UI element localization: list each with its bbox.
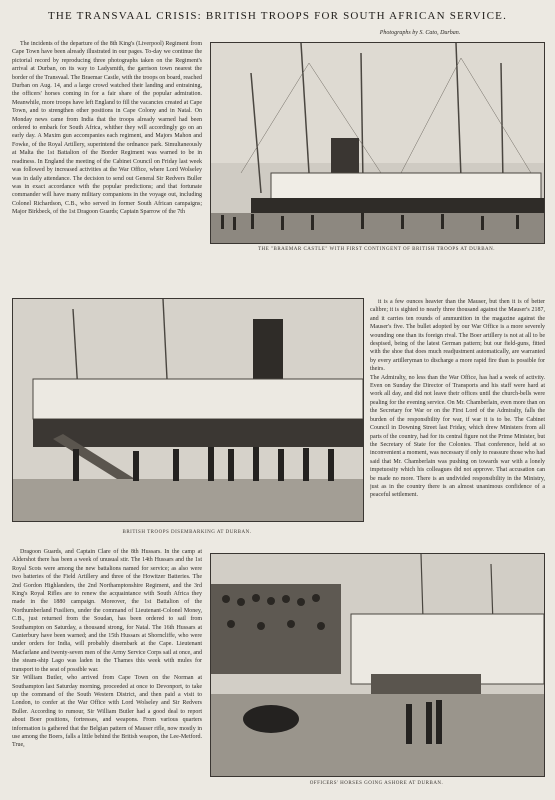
photo-troops-disembarking-image bbox=[13, 299, 363, 521]
photo-troops-disembarking bbox=[12, 298, 364, 522]
photo-braemar-castle bbox=[210, 42, 545, 244]
caption-photo-3: OFFICERS' HORSES GOING ASHORE AT DURBAN. bbox=[309, 781, 444, 786]
article-paragraph: The incidents of the departure of the 8th King's (Liverpool) Regiment from Cape Town have been already illustrated in our pages. To-day we continue the pictorial record by reproducing three photographs taken on the Regiment's arrival at Durban, on its way to Ladysmith, the garrison town nearest the border of the Transvaal. The Braemar Castle, with the troops on board, reached Durban on Aug. 14, and a large crowd watched their landing and entraining, the officers' horses coming in for a fair share of the popular admiration. Meanwhile, more troops have left England to fill the vacancies created at Cape Town, and to strengthen other positions in Cape Colony and in Natal. On Monday news came from India that the troops already warned had been ordered to embark for South Africa, whither they will accordingly go on an early day. A Maxim gun accompanies each regiment, and Majors Mahon and Fowke, of the Royal Artillery, superintend the ordnance park. Simultaneously at Malta the 1st Battalion of the Border Regiment was warned to be in readiness. In England the meeting of the Cabinet Council on Friday last week was followed by increased activities at the War Office, where Lord Wolseley was in daily attendance. The decision to send out General Sir Redvers Buller was in exact accordance with the popular predictions; and that fortunate commander will have many military companions in the voyage out, including Colonel Richardson, C.B., who served in former South African campaigns; Major Birkbeck, of the 1st Dragoon Guards; Captain Sparrow of the 7th bbox=[12, 41, 202, 216]
article-column-1 bbox=[12, 40, 202, 292]
photo-officers-horses-image bbox=[211, 554, 544, 776]
photo-officers-horses bbox=[210, 553, 545, 777]
article-paragraph: Dragoon Guards, and Captain Clare of the 8th Hussars. In the camp at Aldershot there has been a week of unusual stir. The 14th Hussars and the 1st Royal Scots were among the new battalions named for service; as also were two batteries of the Field Artillery and three of the Howitzer Batteries. The 2nd Gordon Highlanders, the 2nd Northamptonshire Regiment, and the 3rd King's Royal Rifles are to renew the acquaintance with South Africa they made in the 1880 campaign. Moreover, the 1st Battalion of the Northumberland Fusiliers, under the command of Lieutenant-Colonel Money, C.B., just returned from the Soudan, has been ordered to sail from Southampton on Saturday, a thousand strong, for Natal. The 16th Hussars at Canterbury have been warned; and the 15th Hussars at Shorncliffe, who were under orders for India, will probably disembark at the Cape. Lieutenant Macfarlane and twenty-seven men of the Army Service Corps sail at once, and the steam-ship Lago was laden in the Thames this week with mules for transport to the seat of possible war. Sir William Butler, who arrived from Cape Town on the Norman at Southampton last Saturday morning, proceeded at once to Devonport, to take up the command of the South Western District, and then paid a visit to London, to confer at the War Office with Lord Wolseley and Sir Redvers Buller. According to rumour, Sir William Butler had a good deal to report about Boer positions, fortresses, and weapons. From various quarters information is gathered that the Belgian pattern of Mauser rifle, now mostly in use among the Boers, falls a little behind the British weapon, the Lee-Metford. True, bbox=[12, 549, 202, 749]
article-column-2 bbox=[370, 298, 545, 524]
caption-photo-1: THE "BRAEMAR CASTLE" WITH FIRST CONTINGENT OF BRITISH TROOPS AT DURBAN. bbox=[257, 247, 496, 252]
caption-photo-2: BRITISH TROOPS DISEMBARKING AT DURBAN. bbox=[122, 530, 252, 535]
page-headline: THE TRANSVAAL CRISIS: BRITISH TROOPS FOR SOUTH AFRICAN SERVICE. bbox=[47, 10, 508, 22]
article-paragraph: it is a few ounces heavier than the Mauser, but then it is of better calibre; it is sighted to nearly three thousand against the Mauser's 2187, and it carries ten rounds of ammunition in the magazine against the Mauser's five. The bullet adopted by our War Office is a more severely wounding one than its foreign rival. The Boer artillery is not at all to be despised, being of the latest German pattern; but our field-guns, fitted with the shoe that does much readjustment automatically, are warranted by every artilleryman to discharge a more rapid fire than is possible for theirs. The Admiralty, no less than the War Office, has had a week of activity. Even on Sunday the Director of Transports and his staff were hard at work all day, and did not leave their offices until the church-bells were pealing for the evening service. On Mr. Chamberlain, even more than on the Secretary for War or on the First Lord of the Admiralty, falls the burden of the responsibility for war, if war it is to be. The Cabinet Council in Downing Street last Friday, which drew Ministers from all parts of the country, had for its central figure not the Prime Minister, but the Secretary of State for the Colonies. That conference, held at so inconvenient a moment, was necessary if only to reassure those who had said that Mr. Chamberlain was pushing on towards war with a lonely impetuosity which his colleagues did not approve. That accusation can be made no more. There is an undivided responsibility in the Ministry, just as in the country there is an almost unanimous confidence of a peaceful settlement. bbox=[370, 299, 545, 499]
photo-credit: Photographs by S. Cato, Durban. bbox=[379, 30, 461, 36]
photo-braemar-castle-image bbox=[211, 43, 544, 243]
article-column-3 bbox=[12, 548, 202, 794]
